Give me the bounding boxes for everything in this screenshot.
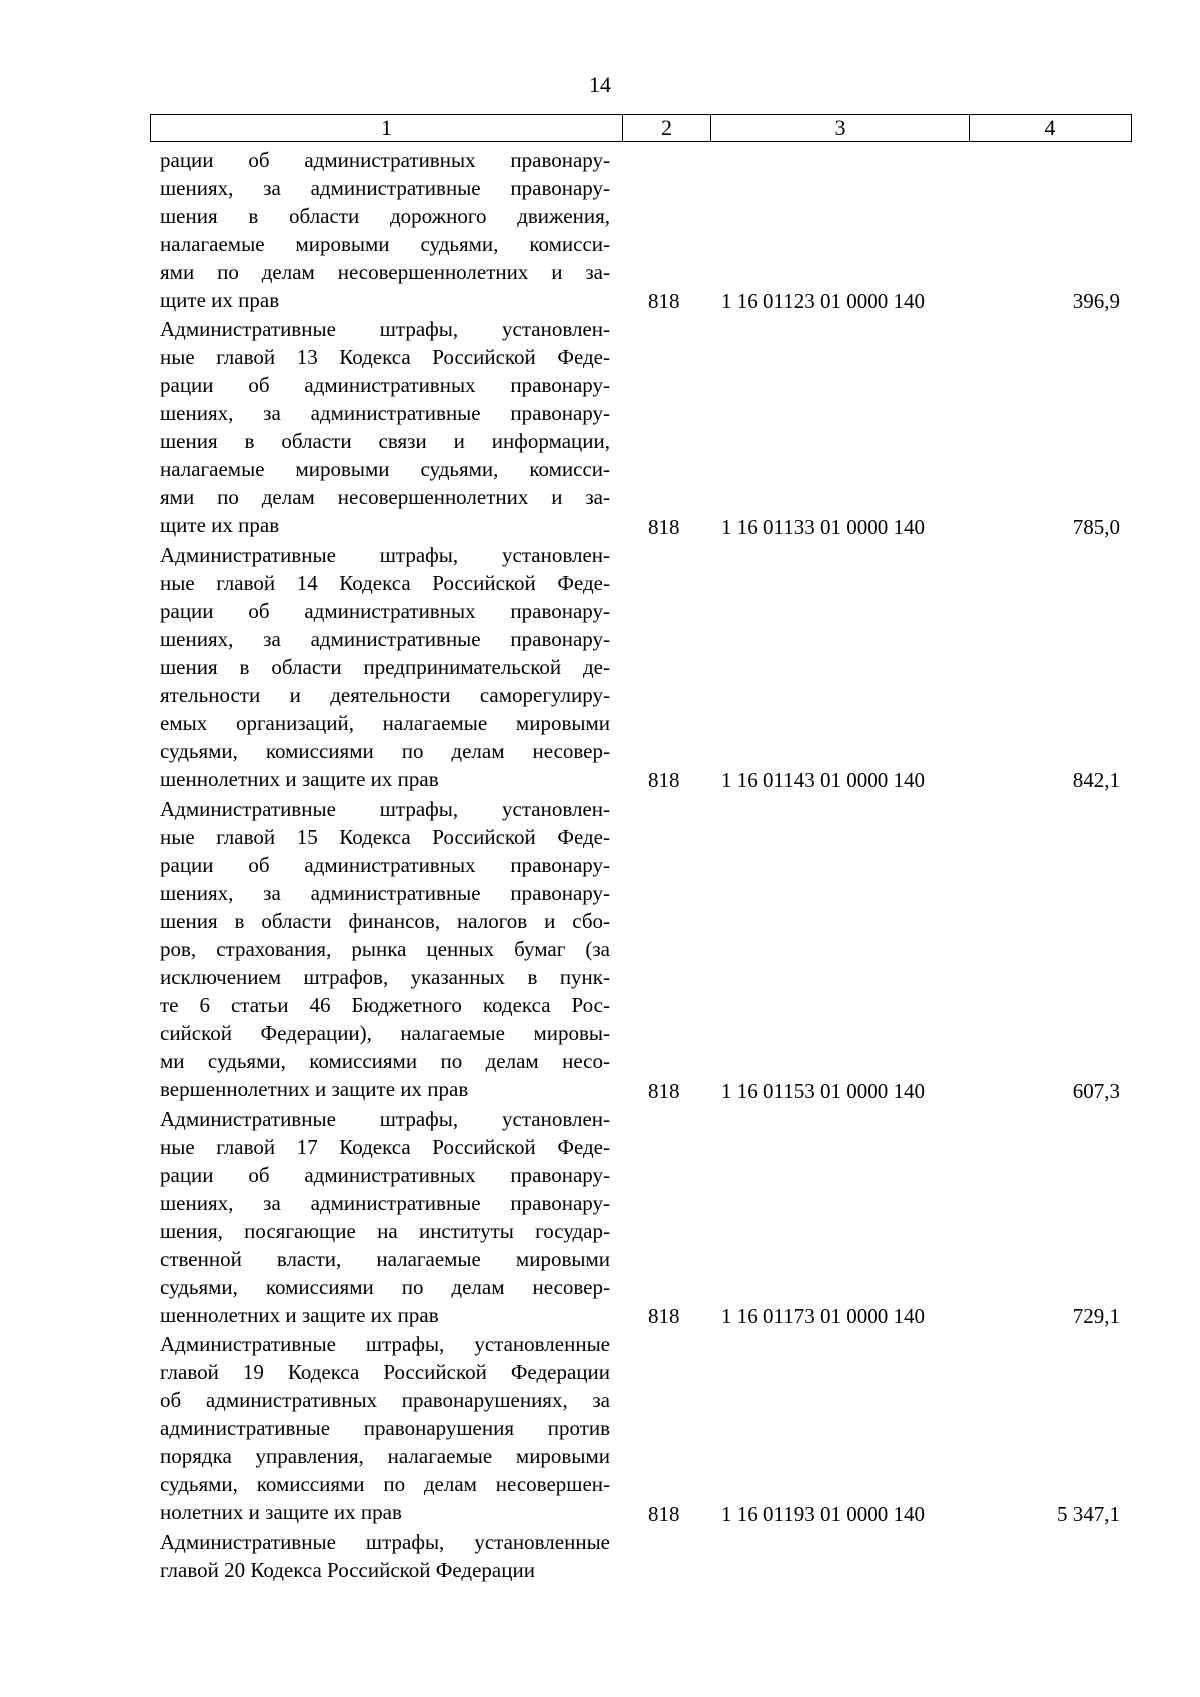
description-line: шениях, за административные правонару- bbox=[160, 880, 610, 905]
kbk-code: 1 16 01123 01 0000 140 bbox=[721, 289, 925, 313]
admin-code: 818 bbox=[648, 768, 680, 793]
description-line: ные главой 15 Кодекса Российской Феде- bbox=[160, 824, 610, 849]
description-line: главой 20 Кодекса Российской Федерации bbox=[160, 1557, 535, 1582]
kbk-code: 1 16 01173 01 0000 140 bbox=[721, 1304, 925, 1329]
description-line: шениях, за административные правонару- bbox=[160, 1190, 610, 1215]
amount-value: 729,1 bbox=[1072, 1304, 1120, 1329]
amount-value: 5 347,1 bbox=[1057, 1501, 1120, 1526]
description-line: Административные штрафы, установлен- bbox=[160, 317, 610, 342]
description-line: судьями, комиссиями по делам несовер- bbox=[160, 738, 610, 763]
description-line: те 6 статьи 46 Бюджетного кодекса Рос- bbox=[160, 992, 610, 1017]
description-line: ные главой 17 Кодекса Российской Феде- bbox=[160, 1134, 610, 1159]
row-description bbox=[160, 1528, 610, 1584]
description-line: шениях, за административные правонару- bbox=[160, 401, 610, 426]
admin-code: 818 bbox=[648, 1078, 680, 1103]
kbk-code: 1 16 01193 01 0000 140 bbox=[721, 1501, 925, 1526]
description-line: ров, страхования, рынка ценных бумаг (за bbox=[160, 936, 610, 961]
description-line: Административные штрафы, установлен- bbox=[160, 796, 610, 821]
page-number: 14 bbox=[589, 72, 611, 97]
description-line: судьями, комиссиями по делам несовершен- bbox=[160, 1472, 610, 1497]
header-col-2: 2 bbox=[623, 115, 711, 141]
description-line: шеннолетних и защите их прав bbox=[160, 766, 439, 791]
description-line: ные главой 14 Кодекса Российской Феде- bbox=[160, 570, 610, 595]
description-line: налагаемые мировыми судьями, комисси- bbox=[160, 232, 610, 256]
amount-value: 842,1 bbox=[1072, 768, 1120, 793]
description-line: Административные штрафы, установленные bbox=[160, 1332, 610, 1357]
kbk-code: 1 16 01133 01 0000 140 bbox=[721, 514, 925, 539]
description-line: рации об административных правонару- bbox=[160, 598, 610, 623]
row-description bbox=[160, 1105, 610, 1329]
amount-value: 785,0 bbox=[1072, 514, 1120, 539]
description-line: ями по делам несовершеннолетних и за- bbox=[160, 485, 610, 510]
table-header bbox=[150, 114, 1132, 142]
description-line: рации об административных правонару- bbox=[160, 373, 610, 398]
description-line: налагаемые мировыми судьями, комисси- bbox=[160, 457, 610, 482]
description-line: шениях, за административные правонару- bbox=[160, 176, 610, 200]
description-line: ями по делам несовершеннолетних и за- bbox=[160, 260, 610, 284]
description-line: шения в области связи и информации, bbox=[160, 429, 610, 454]
admin-code: 818 bbox=[648, 1304, 680, 1329]
description-line: нолетних и защите их прав bbox=[160, 1500, 402, 1525]
header-col-4: 4 bbox=[1044, 115, 1056, 140]
description-line: шения в области дорожного движения, bbox=[160, 204, 610, 228]
row-description bbox=[160, 541, 610, 793]
row-description bbox=[160, 315, 610, 539]
description-line: ми судьями, комиссиями по делам несо- bbox=[160, 1048, 610, 1073]
admin-code: 818 bbox=[648, 289, 680, 313]
row-description bbox=[160, 795, 610, 1103]
description-line: ные главой 13 Кодекса Российской Феде- bbox=[160, 345, 610, 370]
description-line: рации об административных правонару- bbox=[160, 852, 610, 877]
header-col-1: 1 bbox=[151, 115, 623, 141]
description-line: шения, посягающие на институты государ- bbox=[160, 1218, 610, 1243]
description-line: шеннолетних и защите их прав bbox=[160, 1302, 439, 1327]
kbk-code: 1 16 01153 01 0000 140 bbox=[721, 1078, 925, 1103]
description-line: административные правонарушения против bbox=[160, 1416, 610, 1441]
admin-code: 818 bbox=[648, 1501, 680, 1526]
description-line: шениях, за административные правонару- bbox=[160, 626, 610, 651]
description-line: судьями, комиссиями по делам несовер- bbox=[160, 1274, 610, 1299]
description-line: ственной власти, налагаемые мировыми bbox=[160, 1246, 610, 1271]
description-line: щите их прав bbox=[160, 288, 280, 312]
amount-value: 607,3 bbox=[1072, 1078, 1120, 1103]
description-line: вершеннолетних и защите их прав bbox=[160, 1076, 469, 1101]
amount-value: 396,9 bbox=[1072, 289, 1120, 313]
description-line: шения в области предпринимательской де- bbox=[160, 654, 610, 679]
description-line: емых организаций, налагаемые мировыми bbox=[160, 710, 610, 735]
kbk-code: 1 16 01143 01 0000 140 bbox=[721, 768, 925, 793]
description-line: ятельности и деятельности саморегулиру- bbox=[160, 682, 610, 707]
description-line: об административных правонарушениях, за bbox=[160, 1388, 610, 1413]
description-line: порядка управления, налагаемые мировыми bbox=[160, 1444, 610, 1469]
description-line: Административные штрафы, установленные bbox=[160, 1529, 610, 1554]
header-col-3: 3 bbox=[711, 115, 970, 141]
description-line: щите их прав bbox=[160, 513, 280, 538]
description-line: главой 19 Кодекса Российской Федерации bbox=[160, 1360, 610, 1385]
row-description bbox=[160, 146, 610, 314]
description-line: сийской Федерации), налагаемые мировы- bbox=[160, 1020, 610, 1045]
admin-code: 818 bbox=[648, 514, 680, 539]
description-line: исключением штрафов, указанных в пунк- bbox=[160, 964, 610, 989]
description-line: рации об административных правонару- bbox=[160, 1162, 610, 1187]
description-line: рации об административных правонару- bbox=[160, 148, 610, 172]
description-line: Административные штрафы, установлен- bbox=[160, 1106, 610, 1131]
description-line: шения в области финансов, налогов и сбо- bbox=[160, 908, 610, 933]
row-description bbox=[160, 1330, 610, 1526]
description-line: Административные штрафы, установлен- bbox=[160, 542, 610, 567]
